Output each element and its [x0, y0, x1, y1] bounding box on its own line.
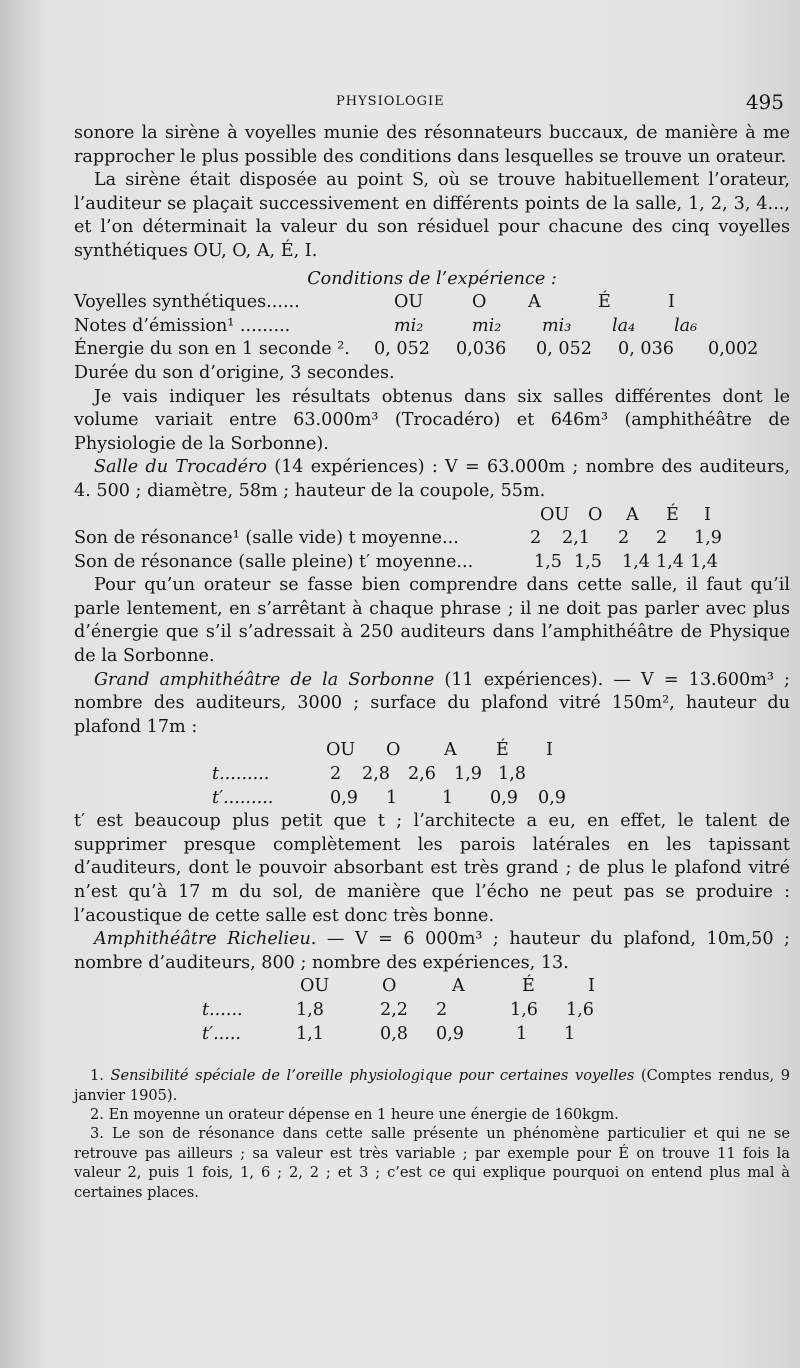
column-header: OU — [326, 740, 356, 761]
richelieu-title: Amphithéâtre Richelieu. — [94, 929, 317, 950]
row-label: t′..... — [202, 1023, 242, 1044]
table-row — [74, 1023, 790, 1047]
table-row — [74, 527, 790, 551]
row-label: t′......... — [212, 787, 274, 808]
table-cell: 0,036 — [456, 339, 507, 360]
page-header — [74, 92, 790, 122]
table-cell: 1,5 — [574, 551, 602, 572]
footnote-1-ref: (Comptes rendus, 9 janvier 1905). — [74, 1067, 791, 1104]
table-cell: 2 — [436, 999, 448, 1020]
table-cell: 1 — [442, 787, 454, 808]
row-label: Voyelles synthétiques...... — [74, 292, 300, 313]
table-cell: 1,4 — [690, 551, 718, 572]
trocadero-table — [74, 504, 790, 575]
trocadero-text: (14 expériences) : V = 63.000m ; nombre des auditeurs, 4. 500 ; diamètre, 58m ; hauteur de la coupole, 55m. — [74, 457, 790, 501]
table-cell: 1,1 — [296, 1023, 324, 1044]
table-cell: 0,8 — [380, 1023, 408, 1044]
table-cell: 1,4 — [622, 551, 650, 572]
footnote-1-title: Sensibilité spéciale de l’oreille physiologique pour certaines voyelles — [110, 1067, 635, 1085]
footnote-3: 3. Le son de résonance dans cette salle présente un phénomène particulier et qui ne se retrouve pas ailleurs ; sa valeur est très variable ; par exemple pour É on trouve 11 fois la valeur 2, puis 1 fois, 1, 6 ; 2, 2 ; et 3 ; c’est ce qui explique pourquoi on entend plus mal à certaines places. — [74, 1125, 790, 1201]
paragraph-1: sonore la sirène à voyelles munie des résonnateurs buccaux, de manière à me rapprocher le plus possible des conditions dans lesquelles se trouve un orateur. — [74, 123, 790, 167]
table-cell: mi₃ — [542, 315, 572, 336]
column-header: O — [382, 976, 397, 997]
table-cell: la₆ — [674, 315, 698, 336]
table-row — [74, 551, 790, 575]
table-cell: 1,9 — [454, 764, 482, 785]
row-label: t...... — [202, 999, 243, 1020]
grand-amphi-title: Grand amphithéâtre de la Sorbonne — [94, 669, 435, 690]
row-label: Énergie du son en 1 seconde ². — [74, 339, 350, 360]
trocadero-paragraph — [74, 456, 790, 503]
table-cell: 0,9 — [436, 1023, 464, 1044]
column-header: O — [588, 504, 603, 525]
table-cell: 1,8 — [296, 999, 324, 1020]
column-header: OU — [540, 504, 570, 525]
table-row — [74, 338, 790, 362]
footnote-1-number: 1. — [90, 1067, 104, 1085]
table-header-row — [74, 504, 790, 528]
table-cell: 1 — [516, 1023, 528, 1044]
column-header: A — [444, 740, 457, 761]
column-header: OU — [300, 976, 330, 997]
column-header: A — [452, 976, 465, 997]
column-header: O — [386, 740, 401, 761]
page-number: 495 — [745, 90, 784, 114]
table-cell: 0, 052 — [374, 339, 430, 360]
table-cell: 2,8 — [362, 764, 390, 785]
table-cell: 0, 052 — [536, 339, 592, 360]
conditions-heading: Conditions de l’expérience : — [307, 268, 557, 289]
richelieu-paragraph — [74, 928, 790, 975]
table-cell: 2,6 — [408, 764, 436, 785]
paragraph-3: Je vais indiquer les résultats obtenus dans six salles différentes dont le volume variait entre 63.000m³ (Trocadéro) et 646m³ (amphithéâtre de Physiologie de la Sorbonne). — [74, 386, 790, 454]
table-cell: 2 — [530, 528, 542, 549]
richelieu-table — [74, 975, 790, 1046]
column-header: I — [588, 976, 595, 997]
column-header: É — [522, 976, 535, 997]
column-header: I — [546, 740, 553, 761]
table-cell: mi₂ — [394, 315, 424, 336]
table-header-row — [74, 975, 790, 999]
table-header-row — [74, 739, 790, 763]
footnote-1 — [74, 1066, 790, 1105]
table-cell: 2 — [656, 528, 668, 549]
running-title: PHYSIOLOGIE — [336, 94, 445, 109]
table-cell: A — [528, 292, 541, 313]
conditions-table — [74, 291, 790, 385]
footnotes — [74, 1066, 790, 1202]
table-cell: 1 — [564, 1023, 576, 1044]
row-label: t......... — [212, 764, 270, 785]
table-cell: 1,4 — [656, 551, 684, 572]
table-cell: 0,9 — [330, 787, 358, 808]
table-cell: 0,9 — [490, 787, 518, 808]
table-cell: É — [598, 292, 611, 313]
table-cell: I — [668, 292, 675, 313]
table-cell: 1,9 — [694, 528, 722, 549]
table-cell: O — [472, 292, 487, 313]
table-cell: OU — [394, 292, 424, 313]
table-cell: 2 — [618, 528, 630, 549]
row-label: Son de résonance (salle pleine) t′ moyenne... — [74, 551, 474, 572]
paragraph-5: t′ est beaucoup plus petit que t ; l’architecte a eu, en effet, le talent de supprimer presque complètement les parois latérales en les tapissant d’auditeurs, dont le pouvoir absorbant est très grand ; de plus le plafond vitré n’est qu’à 17 m du sol, de manière que l’écho ne peut pas se produire : l’acoustique de cette salle est donc très bonne. — [74, 811, 790, 926]
table-cell: 1,8 — [498, 764, 526, 785]
table-row — [74, 315, 790, 339]
table-cell: 2,2 — [380, 999, 408, 1020]
table-row — [74, 362, 790, 386]
grand-amphi-paragraph — [74, 669, 790, 740]
table-row — [74, 291, 790, 315]
row-label: Son de résonance¹ (salle vide) t moyenne... — [74, 528, 459, 549]
table-cell: 1,6 — [566, 999, 594, 1020]
table-cell: 0,9 — [538, 787, 566, 808]
richelieu-text: — V = 6 000m³ ; hauteur du plafond, 10m,50 ; nombre d’auditeurs, 800 ; nombre des expériences, 13. — [74, 929, 790, 973]
table-row — [74, 763, 790, 787]
column-header: É — [496, 740, 509, 761]
footnote-2: 2. En moyenne un orateur dépense en 1 heure une énergie de 160kgm. — [90, 1105, 619, 1123]
page-content — [74, 92, 790, 1202]
grand-amphi-table — [74, 739, 790, 810]
table-cell: 1,6 — [510, 999, 538, 1020]
row-label: Notes d’émission¹ ......... — [74, 315, 291, 336]
paragraph-2: La sirène était disposée au point S, où se trouve habituellement l’orateur, l’auditeur se plaçait successivement en différents points de la salle, 1, 2, 3, 4..., et l’on déterminait la valeur du son résiduel pour chacune des cinq voyelles synthétiques OU, O, A, É, I. — [74, 170, 790, 261]
column-header: I — [704, 504, 711, 525]
column-header: É — [666, 504, 679, 525]
table-cell: 0, 036 — [618, 339, 674, 360]
table-cell: mi₂ — [472, 315, 502, 336]
table-cell: 2 — [330, 764, 342, 785]
grand-amphi-text: (11 expériences). — V = 13.600m³ ; nombre des auditeurs, 3000 ; surface du plafond vitré 150m², hauteur du plafond 17m : — [74, 669, 790, 737]
table-row — [74, 999, 790, 1023]
trocadero-title: Salle du Trocadéro — [94, 457, 268, 478]
table-cell: la₄ — [612, 315, 636, 336]
table-row — [74, 787, 790, 811]
table-cell: 0,002 — [708, 339, 759, 360]
table-cell: 1,5 — [534, 551, 562, 572]
column-header: A — [626, 504, 639, 525]
table-cell: 1 — [386, 787, 398, 808]
origin-duration: Durée du son d’origine, 3 secondes. — [74, 362, 395, 383]
table-cell: 2,1 — [562, 528, 590, 549]
paragraph-4: Pour qu’un orateur se fasse bien comprendre dans cette salle, il faut qu’il parle lentement, en s’arrêtant à chaque phrase ; il ne doit pas parler avec plus d’énergie que s’il s’adressait à 250 auditeurs dans l’amphithéâtre de Physique de la Sorbonne. — [74, 575, 790, 667]
